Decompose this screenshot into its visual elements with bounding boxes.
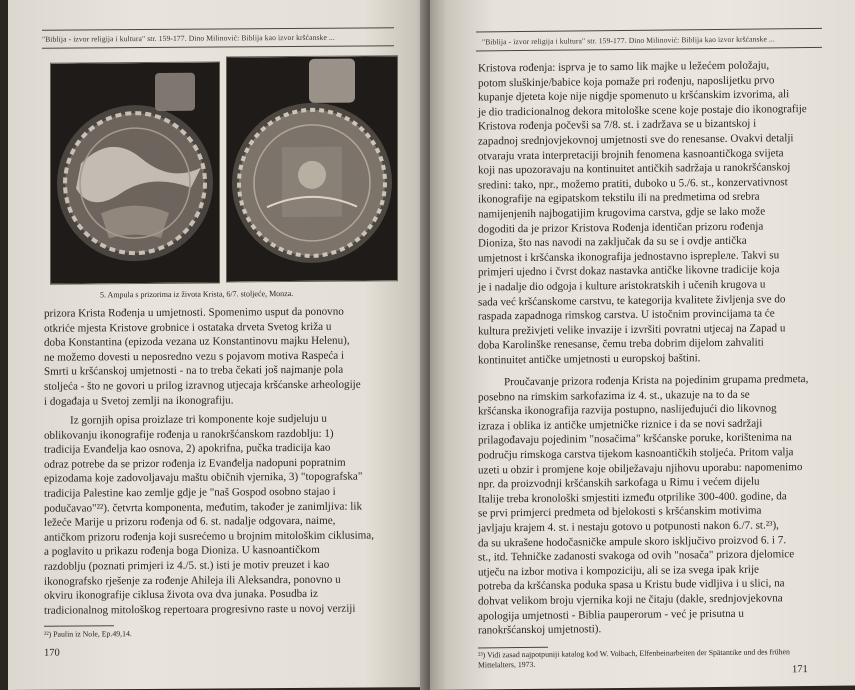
footnote-23: ²³) Vidi zasad najpotpuniji katalog kod W. Volbach, Elfenbeinarbeiten der Spätantike und des frühen Mittelalters, 1973. [478,647,790,670]
header-rule-right-lower [476,47,822,52]
ampulla-back-image [226,55,398,282]
header-rule-right [476,28,822,33]
text-line: Smrti u kršćanskoj umjetnosti - na to treba čekati još najmanje pola [44,364,344,379]
text-line: području rimskoga carstva tijekom kasnoantičkih stoljeća. Pritom valja [478,446,794,462]
text-line: doba Karolinške renesanse, čemu treba dobrim dijelom zahvaliti [478,336,764,352]
text-line: prilagođavaju pojedinim "nosačima" kršćanske poruke, korištenima na [478,431,792,447]
text-line: stoljeća - što ne govori u prilog izravnog utjecaja kršćanske arheologije [44,378,361,393]
ampulla-front-image [50,62,220,285]
text-line: antičkom prizoru rođenja koji susrećemo u brojnim mitološkim ciklusima, [44,529,374,544]
running-head-left: "Biblija - izvor religija i kultura" str. 159-177. Dino Milinović: Biblija kao izvor kršćanske ... [42,32,335,44]
text-line: razdoblju (poznati primjeri iz 4./5. st.) isti je motiv preuzet i kao [44,558,330,573]
text-line: doba Konstantina (epizoda vezana uz Konstantinovu majku Helenu), [44,334,350,349]
text-line: sredini: tako, npr., možemo pratiti, duboko u 5./6. st., konzervativnost [478,176,788,192]
text-line: tradicija Evanđelja kao osnova, 2) apokrifna, pučka tradicija kao [44,441,331,456]
text-line: Iz gornjih opisa proizlaze tri komponente koje sudjeluju u [70,412,327,427]
text-line: odraz potrebe da se prizor rođenja iz Evanđelja nadopuni popratnim [44,456,346,471]
text-line: kultura preživjeti velike invazije i izvršiti povratni utjecaj na Zapad u [478,321,786,338]
text-line: kontinuitet antičke umjetnosti u europskoj baštini. [478,352,701,367]
text-line: uzeti u obzir i promjene koje obilježavaju njihovu uporabu: napomenimo [478,460,803,477]
footnote-rule [44,625,114,626]
header-rule-lower [42,45,394,48]
text-line: otvaraju vrata interpretaciji brojnih fenomena kasnoantičkoga svijeta [478,146,784,163]
text-line: okviru ikonografije ciklusa života ova dva junaka. Posudba iz [44,587,318,602]
text-line: Kristova rođenja: isprva je to samo lik majke u ležećem položaju, [478,59,770,75]
text-line: ikonografije na egipatskom tekstilu ili na predmetima od srebra [478,190,760,206]
text-line: je i nadalje dio odgoja i kulture aristokratskih i učenih krugova u [478,278,766,294]
text-line: Dioniza, što nas navodi na zaključak da su se i ovdje antička [478,234,747,250]
text-line: koji nas upozoravaju na kontinuitet antičkih sadržaja u ranokršćanskoj [478,161,791,177]
text-line: ranokršćanskoj umjetnosti). [478,623,602,637]
text-line: kršćanska ikonografija razvija postupno, naslijeđujući dio likovnog [478,402,777,418]
text-line: potom sluškinje/babice koja pomaže pri rođenju, naposlijetku prvo [478,73,775,90]
text-line: Kristova rođenja počevši sa 7/8. st. i zadržava se u bizantskoj i [478,117,757,133]
text-line: ležeće Marije u prizoru rođenja od 6. st. nadalje odgovara, naime, [44,514,336,529]
right-paragraph-1 [478,58,824,368]
text-line: kupanje djeteta koje nije nigdje spomenuto u kršćanskim izvorima, ali [478,88,790,104]
text-line: javljaju krajem 4. st. i nestaju gotovo u potpunosti nakon 6./7. st.²³), [478,519,779,535]
text-line: utječu na izbor motiva i kompoziciju, ali se iza svega ipak krije [478,563,759,579]
text-line: oblikovanju ikonografije rođenja u ranokršćanskom razdoblju: 1) [44,427,334,442]
text-line: primjeri ujedno i čvrst dokaz nastavka antičke likovne tradicije koja [478,263,780,279]
left-page [8,0,428,690]
text-line: dogoditi da je prizor Kristova Rođenja identičan prizoru rođenja [478,220,764,236]
right-paragraph-2 [478,372,824,638]
footnote-rule-right [478,647,548,649]
left-paragraph-1 [44,304,396,409]
text-line: ikonografsko rješenje za rođenje Ahileja ili Aleksandra, ponovno u [44,573,341,588]
text-line: st., itd. Tehničke zadanosti svakoga od ovih "nosača" prizora djelomice [478,548,795,564]
text-line: dohvat velikom broju vjernika koji ne čitaju (dakle, srednjovjekovna [478,592,783,608]
text-line: umjetnost i kršćanska ikonografija jednostavno isprepleле. Takvi su [478,249,780,265]
text-line: izraza i oblika iz antičke umjetničke riznice i da se novi sadržaji [478,417,763,433]
text-line: npr. da proizvodnji kršćanskih sarkofaga u Rimu i većem dijelu [478,475,760,491]
figure-caption: 5. Ampula s prizorima iz života Krista, 6/7. stoljeće, Monza. [100,289,294,300]
text-line: Proučavanje prizora rođenja Krista na pojedinim grupama predmeta, [504,373,809,389]
text-line: je dio tradicionalnog dekora mitološke scene koje postaje dio ikonografije [478,102,807,119]
text-line: namijenjenih najbogatijim krugovima carstva, gdje se lako može [478,205,766,221]
page-number-left: 170 [44,647,60,659]
text-line: Italije treba kronološki smjestiti između otprilike 300-400. godine, da [478,490,787,506]
left-paragraph-2 [44,411,396,618]
text-line: prizora Krista Rođenja u umjetnosti. Spomenimo usput da ponovno [44,305,344,320]
text-line: epizodama koje zadovoljavaju maštu običnih vjernika, 3) "topografska" [44,470,363,486]
text-line: zapadnoj srednjovjekovnoj umjetnosti sve do renesanse. Ovakvi detalji [478,132,794,148]
text-line: tradicionalnog mitološkog repertoara progresivno raste u novoj verziji [44,602,356,617]
text-line: i događaja u Svetoj zemlji na ikonografiju. [44,393,234,408]
text-line: apologija umjetnosti - Biblia pauperorum - već je prisutna u [478,607,744,622]
text-line: tradicija Palestine kao zemlje gdje je "naš Gospod osobno stajao i [44,485,336,500]
text-line: da su ukrašene hodočasničke ampule skoro isključivo proizvod 6. i 7. [478,533,787,550]
page-number-right: 171 [792,664,808,676]
text-line: potreba da kršćanska poduka spasa u Kristu bude vidljiva i u slici, na [478,577,785,593]
running-head-right: "Biblija - izvor religija i kultura" str. 159-177. Dino Milinović: Biblija kao izvor kršćanske ... [482,34,775,47]
text-line: podučavao"²²). četvrta komponenta, međutim, također je zanimljiva: lik [44,500,363,515]
right-page [430,0,855,690]
ampulla-front-graphic [51,63,219,284]
text-line: sada već kršćanskome carstvu, te kategorija kvalitete življenja sve do [478,292,786,308]
text-line: posebno na rimskim sarkofazima iz 4. st., ukazuje na to da se [478,388,750,404]
footnote-22: ²²) Paulin iz Nole, Ep.49,14. [44,629,132,639]
header-rule [42,27,394,30]
text-line: raspada zapadnoga rimskog carstva. U istočnim provincijama ta će [478,307,775,323]
text-line: a poglavito u prikazu rođenja boga Dioniza. U kasnoantičkom [44,544,320,559]
text-line: ne možemo dovesti u neposredno vezu s pojavom motiva Raspeća i [44,349,345,364]
text-line: se prvi primjerci predmeta od bjelokosti s kršćanskim motivima [478,504,762,520]
ampulla-back-graphic [227,56,397,281]
text-line: otkriće mjesta Kristove grobnice i ostataka drveta Svetog križa u [44,320,332,335]
